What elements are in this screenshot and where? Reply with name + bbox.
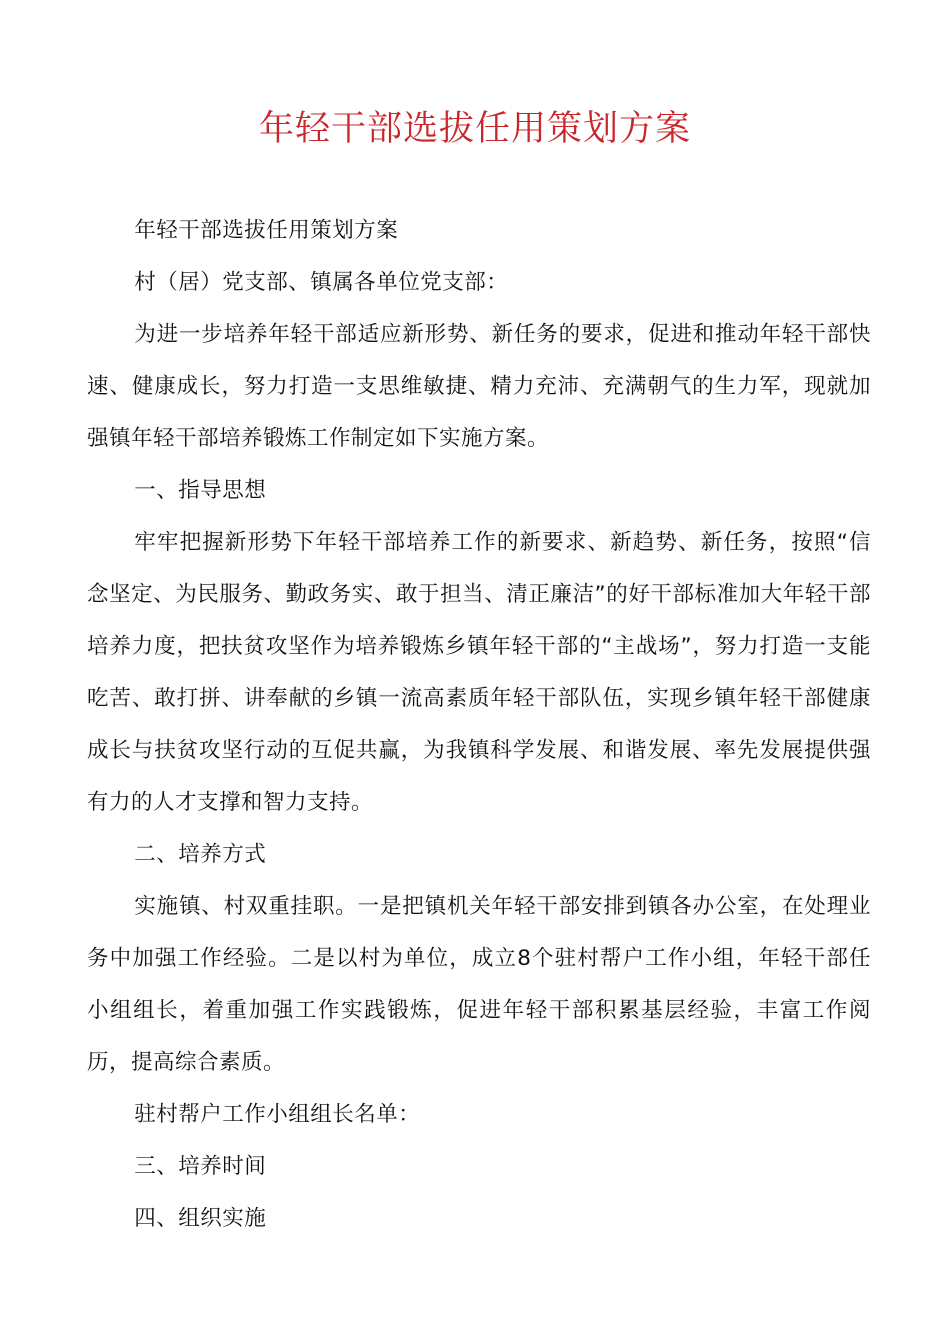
paragraph-subtitle: 年轻干部选拔任用策划方案 xyxy=(134,218,399,243)
paragraph-guiding-ideology: 牢牢把握新形势下年轻干部培养工作的新要求、新趋势、新任务，按照“信念坚定、为民服务、勤政务实、敢于担当、清正廉洁”的好干部标准加大年轻干部培养力度，把扶贫攻坚作为培养锻炼乡镇年轻干部的“主战场”，努力打造一支能吃苦、敢打拼、讲奉献的乡镇一流高素质年轻干部队伍，实现乡镇年轻干部健康成长与扶贫攻坚行动的互促共赢，为我镇科学发展、和谐发展、率先发展提供强有力的人才支撑和智力支持。 xyxy=(87,530,871,815)
heading-guiding-ideology: 一、指导思想 xyxy=(134,478,267,503)
paragraph-intro: 为进一步培养年轻干部适应新形势、新任务的要求，促进和推动年轻干部快速、健康成长，努力打造一支思维敏捷、精力充沛、充满朝气的生力军，现就加强镇年轻干部培养锻炼工作制定如下实施方案。 xyxy=(87,322,871,451)
document-body xyxy=(87,205,871,1245)
document-title: 年轻干部选拔任用策划方案 xyxy=(258,109,691,149)
heading-training-method: 二、培养方式 xyxy=(134,842,267,867)
heading-organization: 四、组织实施 xyxy=(134,1206,267,1231)
paragraph-training-method: 实施镇、村双重挂职。一是把镇机关年轻干部安排到镇各办公室，在处理业务中加强工作经验。二是以村为单位，成立8个驻村帮户工作小组，年轻干部任小组组长，着重加强工作实践锻炼，促进年轻干部积累基层经验，丰富工作阅历，提高综合素质。 xyxy=(87,894,871,1075)
paragraph-leader-list: 驻村帮户工作小组组长名单： xyxy=(134,1102,421,1127)
paragraph-addressee: 村（居）党支部、镇属各单位党支部： xyxy=(134,270,509,295)
heading-training-time: 三、培养时间 xyxy=(134,1154,267,1179)
